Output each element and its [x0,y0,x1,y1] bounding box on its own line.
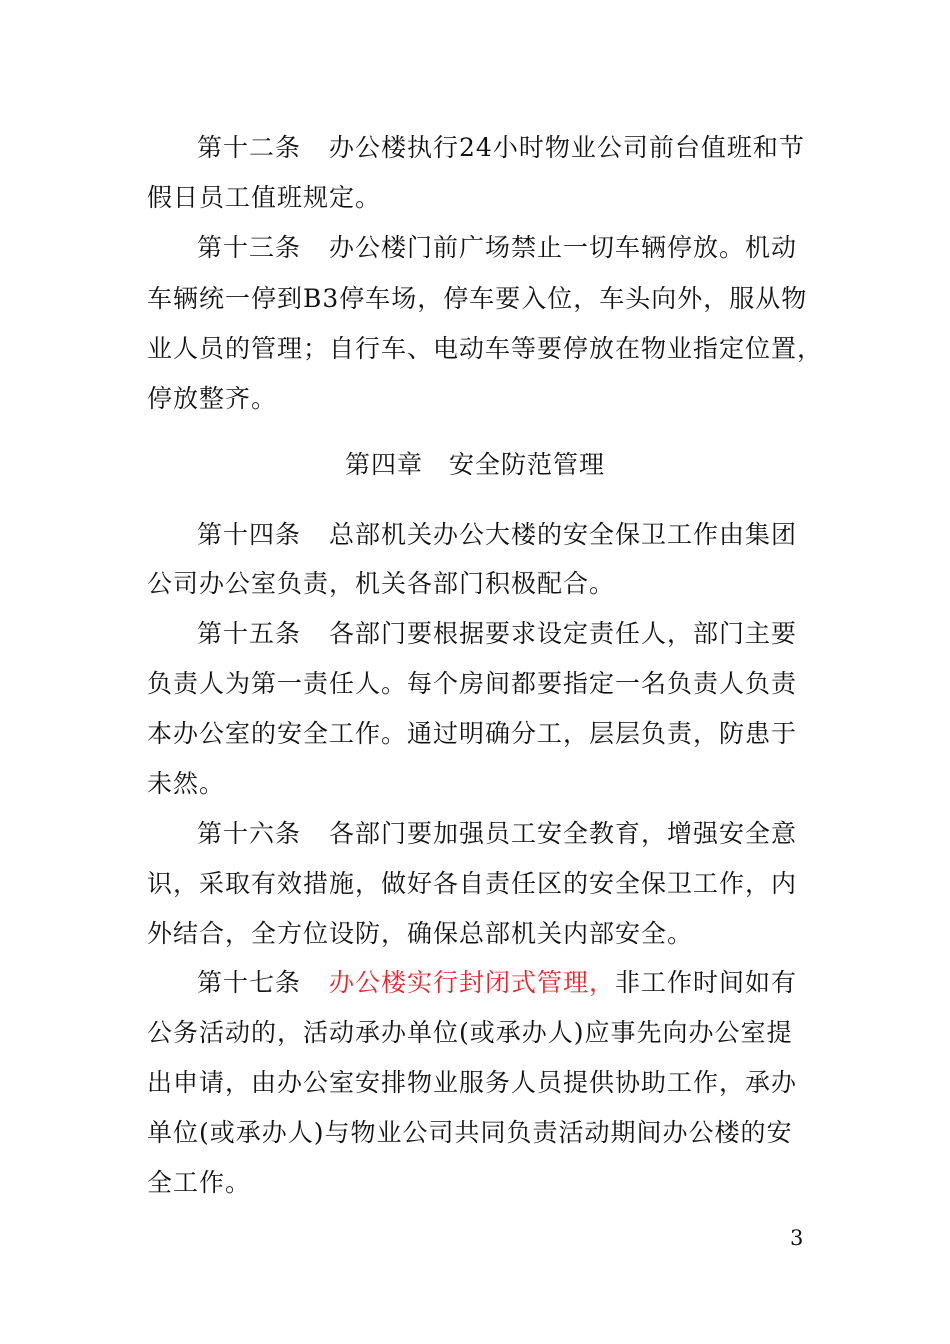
article-16-line: 外结合，全方位设防，确保总部机关内部安全。 [147,919,694,948]
article-text: 各部门要加强员工安全教育，增强安全意 [329,819,798,848]
article-17-line: 出申请，由办公室安排物业服务人员提供协助工作，承办 [147,1068,798,1097]
article-label: 第十六条 [197,819,302,848]
article-text: 办公楼门前广场禁止一切车辆停放。机动 [329,233,798,262]
article-text: 各部门要根据要求设定责任人，部门主要 [329,619,798,648]
article-14-first-line [197,520,797,550]
article-label: 第十七条 [197,968,302,997]
article-label: 第十三条 [197,233,302,262]
article-text: 总部机关办公大楼的安全保卫工作由集团 [329,520,798,549]
article-13-line: 业人员的管理；自行车、电动车等要停放在物业指定位置， [147,334,824,363]
article-15-line: 负责人为第一责任人。每个房间都要指定一名负责人负责 [147,669,798,698]
article-15-first-line [197,619,797,649]
page-number: 3 [790,1226,804,1250]
article-16-first-line [197,819,797,849]
article-13-line: 停放整齐。 [147,384,278,413]
chapter-number: 第四章 [344,450,423,479]
article-15-line: 未然。 [147,769,226,798]
article-13-first-line [197,233,797,263]
article-16-line: 识，采取有效措施，做好各自责任区的安全保卫工作，内 [147,869,798,898]
article-14-line: 公司办公室负责，机关各部门积极配合。 [147,569,616,598]
article-15-line: 本办公室的安全工作。通过明确分工，层层负责，防患于 [147,719,798,748]
article-17-line: 公务活动的，活动承办单位(或承办人)应事先向办公室提 [147,1018,793,1047]
article-13-line: 车辆统一停到B3停车场，停车要入位，车头向外，服从物 [147,284,808,313]
chapter-title: 安全防范管理 [449,450,606,479]
article-label: 第十二条 [197,133,302,162]
article-17-line: 单位(或承办人)与物业公司共同负责活动期间办公楼的安 [147,1118,793,1147]
article-12-line: 假日员工值班规定。 [147,183,382,212]
article-12-first-line [197,133,805,163]
article-label: 第十五条 [197,619,302,648]
article-text: 办公楼执行24小时物业公司前台值班和节 [329,133,805,162]
highlighted-text: 办公楼实行封闭式管理， [329,968,616,997]
chapter-heading [0,450,950,480]
article-17-line: 全工作。 [147,1168,252,1197]
article-label: 第十四条 [197,520,302,549]
article-text: 非工作时间如有 [615,968,798,997]
article-17-first-line [197,968,797,998]
